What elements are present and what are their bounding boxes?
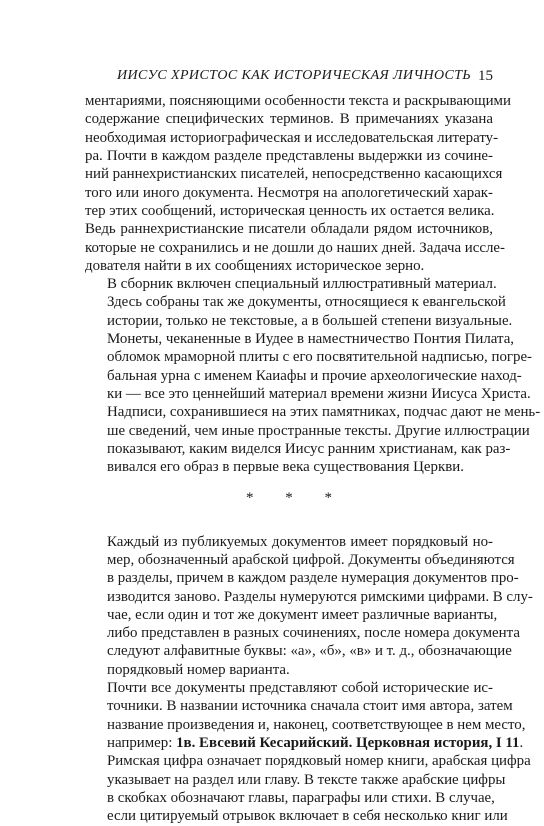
paragraph-4 xyxy=(85,679,531,826)
text-line: истории, только не текстовые, а в большей степени визуальные. xyxy=(107,312,513,329)
text-line: ра. Почти в каждом разделе представлены выдержки из сочине- xyxy=(85,147,493,164)
text-line: Каждый из публикуемых документов имеет порядковый но- xyxy=(107,533,493,550)
text-line: дователя найти в их сообщениях историческое зерно. xyxy=(85,257,425,274)
text-line: ментариями, поясняющими особенности текста и раскрывающими xyxy=(85,93,511,109)
text-line: указывает на раздел или главу. В тексте также арабские цифры xyxy=(107,771,506,788)
text-line: Монеты, чеканенные в Иудее в наместничество Понтия Пилата, xyxy=(107,331,515,348)
text-line: мер, обозначенный арабской цифрой. Документы объединяются xyxy=(107,551,515,568)
text-line: Здесь собраны так же документы, относящиеся к евангельской xyxy=(107,294,506,311)
example-prefix: например: xyxy=(107,735,177,751)
text-line: если цитируемый отрывок включает в себя несколько книг или xyxy=(107,808,508,825)
text-line: Римская цифра означает порядковый номер книги, арабская цифра xyxy=(107,753,531,770)
text-line: в разделы, причем в каждом разделе нумерация документов про- xyxy=(107,570,519,587)
example-suffix: . xyxy=(519,735,524,751)
text-line: изводится заново. Разделы нумеруются римскими цифрами. В слу- xyxy=(107,588,533,605)
running-title: ИИСУС ХРИСТОС КАК ИСТОРИЧЕСКАЯ ЛИЧНОСТЬ xyxy=(117,68,472,83)
text-line: содержание специфических терминов. В примечаниях указана xyxy=(85,111,493,128)
text-line: точники. В названии источника сначала стоит имя автора, затем xyxy=(107,698,513,715)
text-line: тер этих сообщений, историческая ценность их остается велика. xyxy=(85,202,495,219)
paragraph-1 xyxy=(85,92,511,275)
text-line: необходимая историографическая и исследовательская литерату- xyxy=(85,129,499,146)
text-line: показывают, каким виделся Иисус ранним христианам, как раз- xyxy=(107,440,511,457)
text-line: В сборник включен специальный иллюстративный материал. xyxy=(107,276,497,293)
text-line: Надписи, сохранившиеся на этих памятниках, подчас дают не мень- xyxy=(107,404,541,421)
text-line: которые не сохранились и не дошли до наших дней. Задача иссле- xyxy=(85,239,505,256)
text-line: бальная урна с именем Каиафы и прочие археологические наход- xyxy=(107,367,522,384)
example-line xyxy=(85,734,524,752)
text-line: название произведения и, наконец, соответствующее в нем место, xyxy=(107,716,526,733)
paragraph-3 xyxy=(85,533,533,680)
page-body xyxy=(85,92,541,826)
text-line: Почти все документы представляют собой исторические ис- xyxy=(107,680,493,697)
text-line: ки — все это ценнейший материал времени жизни Иисуса Христа. xyxy=(107,386,531,402)
text-line: чае, если один и тот же документ имеет различные варианты, xyxy=(107,606,498,623)
page-number: 15 xyxy=(478,68,493,84)
text-line: вивался его образ в первые века существования Церкви. xyxy=(107,459,464,476)
text-line: ний раннехристианских писателей, непосредственно касающихся xyxy=(85,166,503,183)
text-line: в скобках обозначают главы, параграфы или стихи. В случае, xyxy=(107,789,495,806)
text-line: ше сведений, чем иные пространные тексты. Другие иллюстрации xyxy=(107,422,530,439)
text-line: Ведь раннехристианские писатели обладали рядом источников, xyxy=(85,221,493,238)
paragraph-2 xyxy=(85,275,541,476)
text-line: того или иного документа. Несмотря на апологетический харак- xyxy=(85,184,493,201)
text-line: обломок мраморной плиты с его посвятительной надписью, погре- xyxy=(107,349,533,366)
page-header xyxy=(85,68,493,88)
example-citation: 1в. Евсевий Кесарийский. Церковная история, I 11 xyxy=(176,735,520,751)
text-line: следуют алфавитные буквы: «а», «б», «в» и т. д., обозначающие xyxy=(107,643,512,660)
text-line: порядковый номер варианта. xyxy=(107,661,290,678)
section-separator: * * * xyxy=(246,489,346,506)
text-line: либо представлен в разных сочинениях, после номера документа xyxy=(107,625,520,642)
